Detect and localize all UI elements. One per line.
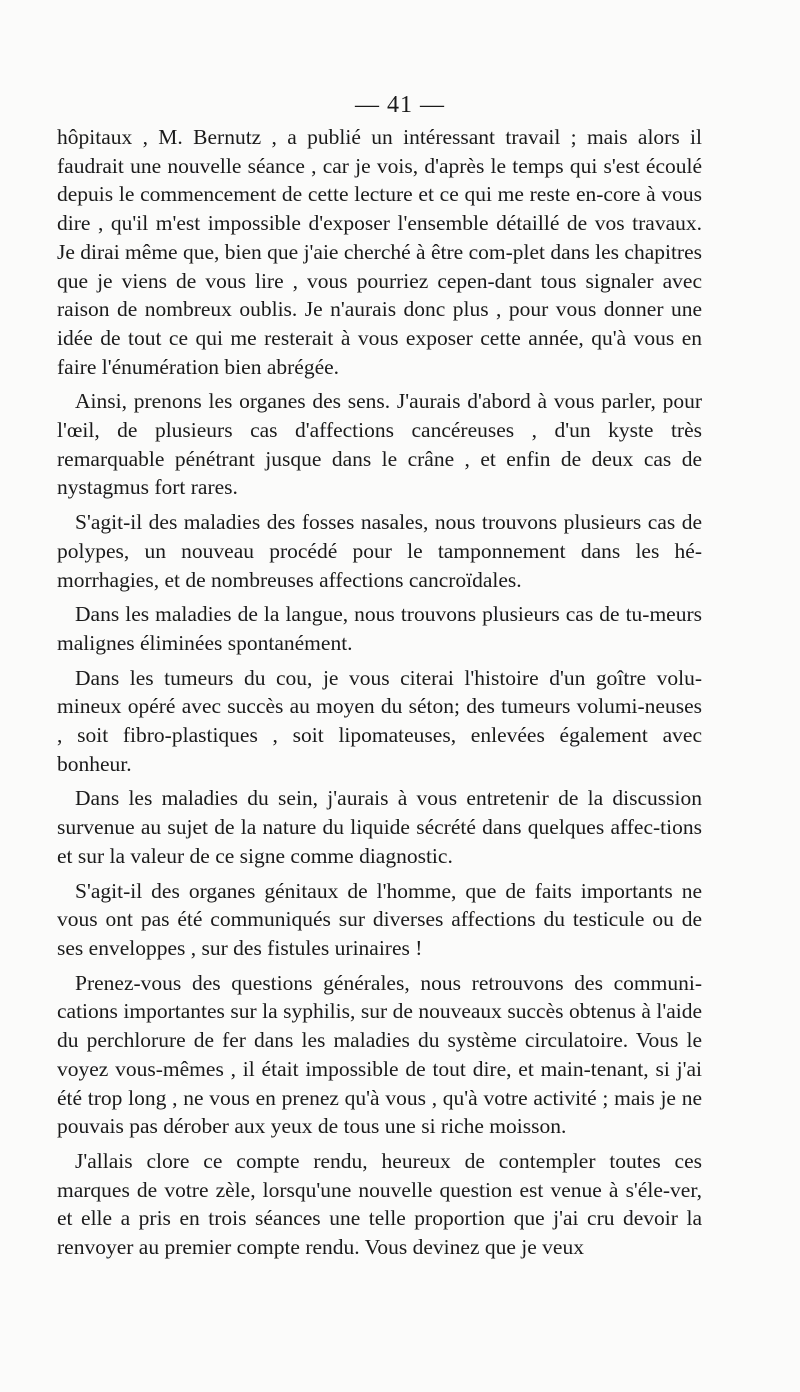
paragraph: Dans les tumeurs du cou, je vous citerai l'histoire d'un goître volu-mineux opéré avec succès au moyen du séton; des tumeurs volumi-neuses , soit fibro-plastiques , soit lipomateuses, enlevées également avec bonheur. <box>57 665 702 776</box>
paragraph: hôpitaux , M. Bernutz , a publié un intéressant travail ; mais alors il faudrait une nouvelle séance , car je vois, d'après le temps qui s'est écoulé depuis le commencement de cette lecture et ce qui me reste en-core à vous dire , qu'il m'est impossible d'exposer l'ensemble détaillé de vos travaux. Je dirai même que, bien que j'aie cherché à être com-plet dans les chapitres que je viens de vous lire , vous pourriez cepen-dant tous signaler avec raison de nombreux oublis. Je n'aurais donc plus , pour vous donner une idée de tout ce qui me resterait à vous exposer cette année, qu'à vous en faire l'énumération bien abrégée. <box>57 125 702 379</box>
paragraph: J'allais clore ce compte rendu, heureux de contempler toutes ces marques de votre zèle, lorsqu'une nouvelle question est venue à s'éle-ver, et elle a pris en trois séances une telle proportion que j'ai cru devoir la renvoyer au premier compte rendu. Vous devinez que je veux <box>57 1148 702 1260</box>
body-text <box>57 123 702 1268</box>
page-number: — 41 — <box>355 92 445 118</box>
paragraph: Ainsi, prenons les organes des sens. J'aurais d'abord à vous parler, pour l'œil, de plusieurs cas d'affections cancéreuses , d'un kyste très remarquable pénétrant jusque dans le crâne , et enfin de deux cas de nystagmus fort rares. <box>57 389 702 500</box>
paragraph: S'agit-il des maladies des fosses nasales, nous trouvons plusieurs cas de polypes, un nouveau procédé pour le tamponnement dans les hé-morrhagies, et de nombreuses affections cancroïdales. <box>57 510 702 592</box>
paragraph: Prenez-vous des questions générales, nous retrouvons des communi-cations importantes sur la syphilis, sur de nouveaux succès obtenus à l'aide du perchlorure de fer dans les maladies du système circulatoire. Vous le voyez vous-mêmes , il était impossible de tout dire, et main-tenant, si j'ai été trop long , ne vous en prenez qu'à vous , qu'à votre activité ; mais je ne pouvais pas dérober aux yeux de tous une si riche moisson. <box>57 970 702 1139</box>
paragraph: Dans les maladies de la langue, nous trouvons plusieurs cas de tu-meurs malignes éliminées spontanément. <box>57 602 702 655</box>
paragraph: Dans les maladies du sein, j'aurais à vous entretenir de la discussion survenue au sujet de la nature du liquide sécrété dans quelques affec-tions et sur la valeur de ce signe comme diagnostic. <box>57 786 702 868</box>
paragraph: S'agit-il des organes génitaux de l'homme, que de faits importants ne vous ont pas été communiqués sur diverses affections du testicule ou de ses enveloppes , sur des fistules urinaires ! <box>57 878 702 960</box>
